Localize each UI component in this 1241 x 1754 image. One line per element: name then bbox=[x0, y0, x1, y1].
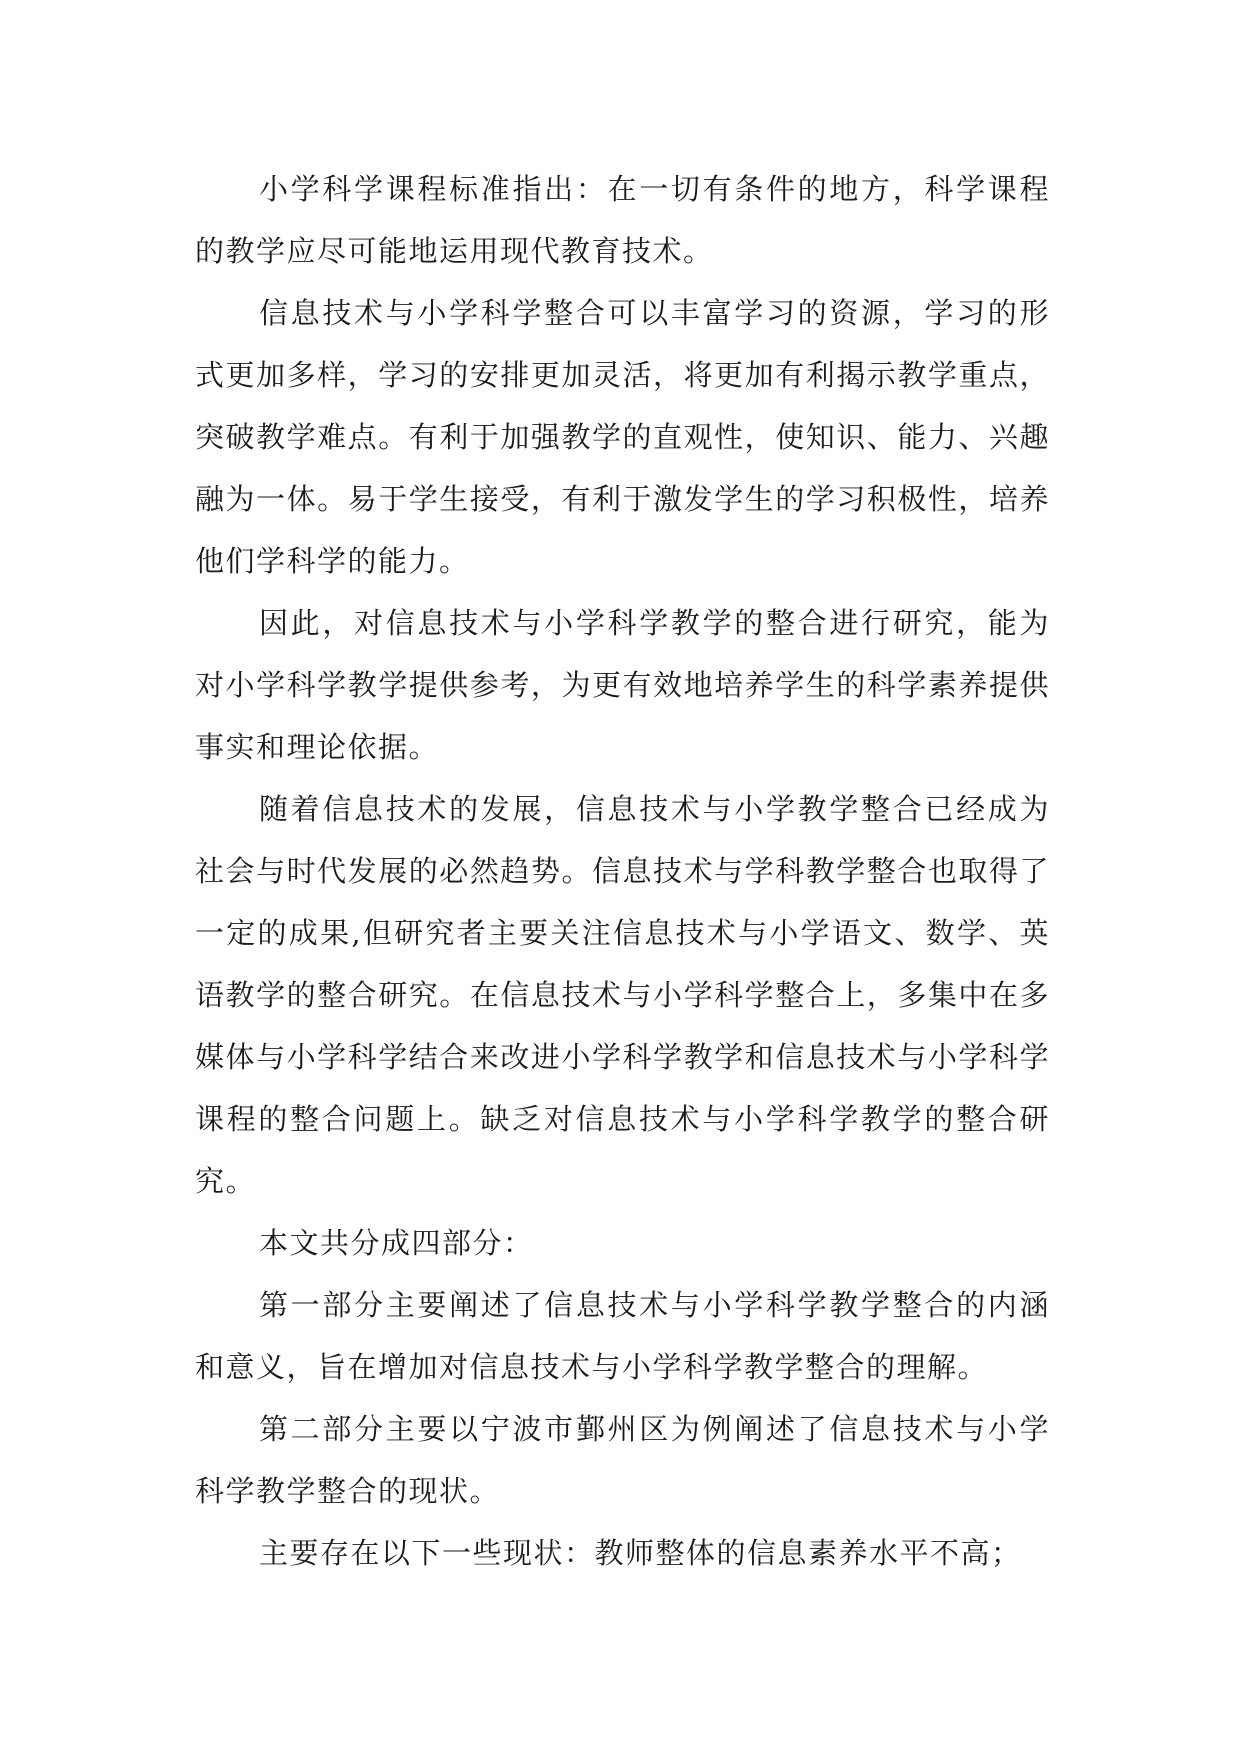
paragraph-1: 小学科学课程标准指出：在一切有条件的地方，科学课程的教学应尽可能地运用现代教育技术。 bbox=[195, 172, 1050, 268]
document-body bbox=[195, 158, 1050, 1584]
paragraph-6: 第一部分主要阐述了信息技术与小学科学教学整合的内涵和意义，旨在增加对信息技术与小学科学教学整合的理解。 bbox=[195, 1288, 1050, 1384]
paragraph-5: 本文共分成四部分： bbox=[259, 1226, 534, 1260]
paragraph-2: 信息技术与小学科学整合可以丰富学习的资源，学习的形式更加多样，学习的安排更加灵活，将更加有利揭示教学重点，突破教学难点。有利于加强教学的直观性，使知识、能力、兴趣融为一体。易于学生接受，有利于激发学生的学习积极性，培养他们学科学的能力。 bbox=[195, 296, 1050, 578]
paragraph-3: 因此，对信息技术与小学科学教学的整合进行研究，能为对小学科学教学提供参考，为更有效地培养学生的科学素养提供事实和理论依据。 bbox=[195, 606, 1050, 764]
paragraph-8: 主要存在以下一些现状：教师整体的信息素养水平不高； bbox=[259, 1536, 1022, 1570]
paragraph-4: 随着信息技术的发展，信息技术与小学教学整合已经成为社会与时代发展的必然趋势。信息技术与学科教学整合也取得了一定的成果,但研究者主要关注信息技术与小学语文、数学、英语教学的整合研究。在信息技术与小学科学整合上，多集中在多媒体与小学科学结合来改进小学科学教学和信息技术与小学科学课程的整合问题上。缺乏对信息技术与小学科学教学的整合研究。 bbox=[195, 792, 1050, 1198]
paragraph-7: 第二部分主要以宁波市鄞州区为例阐述了信息技术与小学科学教学整合的现状。 bbox=[195, 1412, 1050, 1508]
